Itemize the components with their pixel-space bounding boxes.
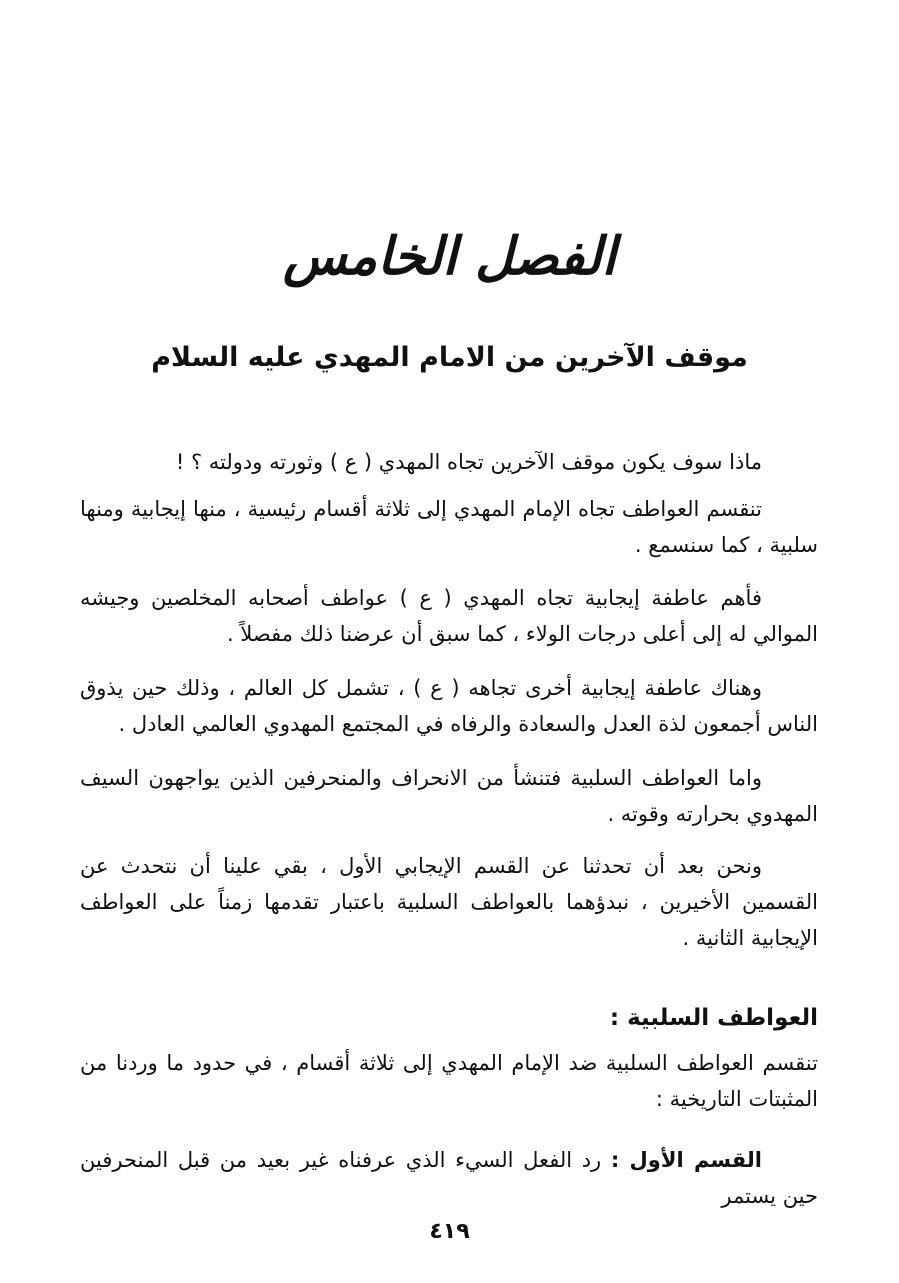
paragraph-world: وهناك عاطفة إيجابية أخرى تجاهه ( ع ) ، تشمل كل العالم ، وذلك حين يذوق الناس أجمعون لذة العدل والسعادة والرفاه في المجتمع المهدوي العالمي العادل .	[80, 676, 818, 736]
paragraph-section-intro: تنقسم العواطف السلبية ضد الإمام المهدي إلى ثلاثة أقسام ، في حدود ما وردنا من المثبتات التاريخية :	[80, 1051, 818, 1111]
paragraph-negative: واما العواطف السلبية فتنشأ من الانحراف والمنحرفين الذين يواجهون السيف المهدوي بحرارته وقوته .	[80, 766, 818, 826]
paragraph-division: تنقسم العواطف تجاه الإمام المهدي إلى ثلاثة أقسام رئيسية ، منها إيجابية ومنها سلبية ، كما سنسمع .	[80, 497, 818, 557]
paragraph-transition: ونحن بعد أن تحدثنا عن القسم الإيجابي الأول ، بقي علينا أن نتحدث عن القسمين الأخيرين ، نبدؤهما بالعواطف السلبية باعتبار تقدمها زمناً على العواطف الإيجابية الثانية .	[80, 854, 818, 950]
first-part-label: القسم الأول :	[610, 1148, 762, 1172]
first-part-text: رد الفعل السيء الذي عرفناه غير بعيد من قبل المنحرفين حين يستمر	[80, 1148, 818, 1208]
section-heading: العواطف السلبية :	[609, 1005, 818, 1031]
chapter-title: الفصل الخامس	[282, 226, 617, 287]
paragraph-question: ماذا سوف يكون موقف الآخرين تجاه المهدي ( ع ) وثورته ودولته ؟ !	[175, 450, 762, 474]
paragraph-first-part	[80, 1142, 818, 1214]
chapter-subtitle: موقف الآخرين من الامام المهدي عليه السلام	[151, 342, 748, 373]
page-number: ٤١٩	[429, 1219, 470, 1244]
paragraph-companions: فأهم عاطفة إيجابية تجاه المهدي ( ع ) عواطف أصحابه المخلصين وجيشه الموالي له إلى أعلى درجات الولاء ، كما سبق أن عرضنا ذلك مفصلاً .	[80, 586, 818, 646]
